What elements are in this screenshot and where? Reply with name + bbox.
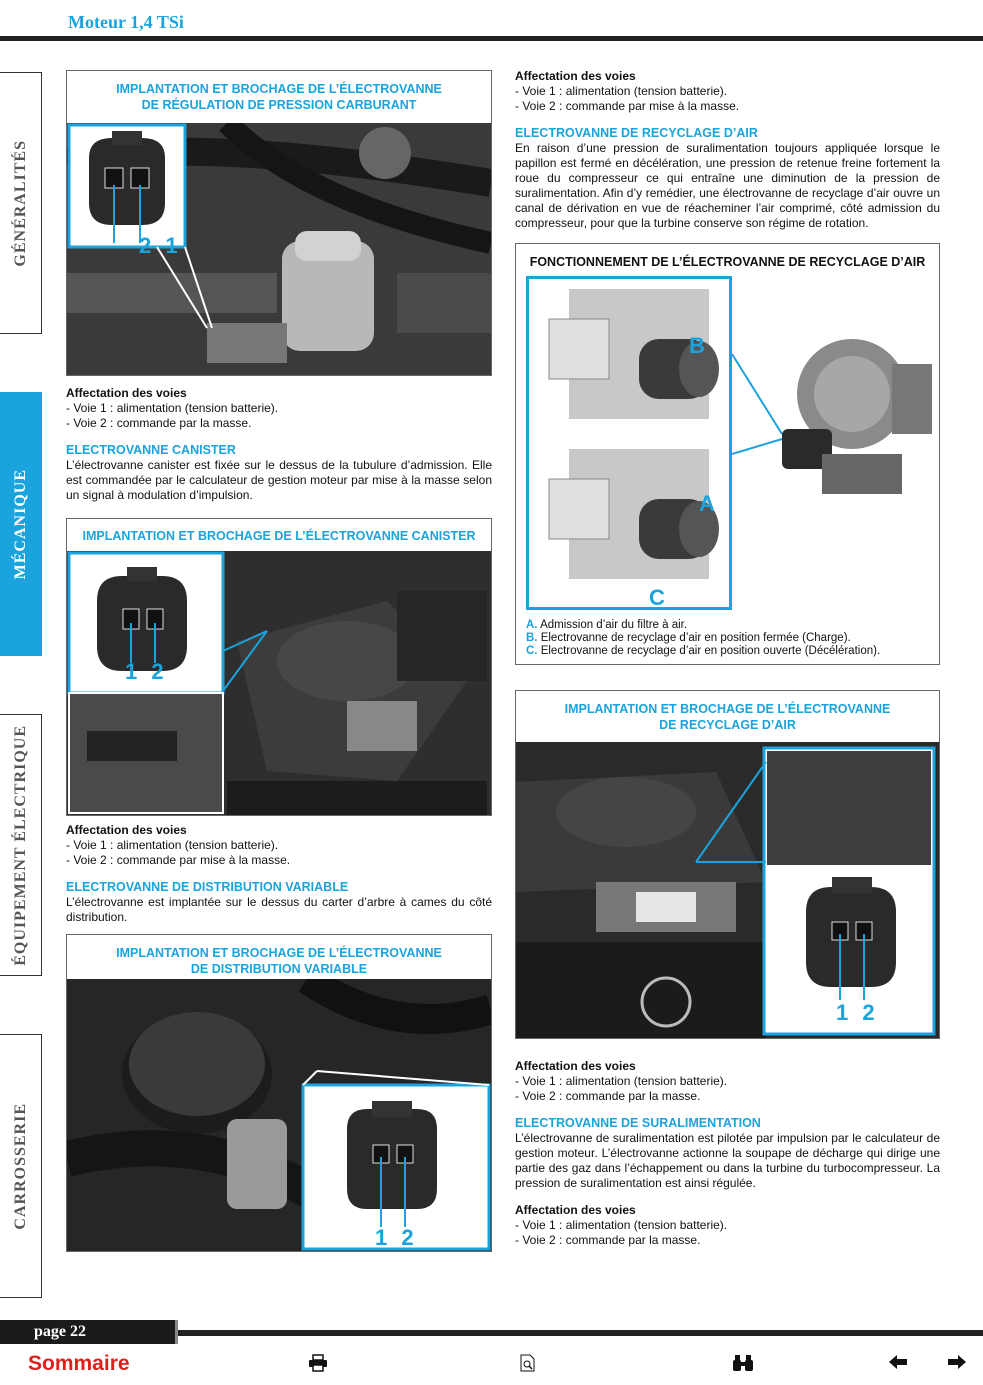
footer-rule <box>178 1330 983 1336</box>
tab-carrosserie[interactable] <box>0 1034 42 1298</box>
figure-title: FONCTIONNEMENT DE L’ÉLECTROVANNE DE RECYCLAGE D’AIR <box>529 255 926 269</box>
figure-fuel-pressure-valve <box>66 70 492 376</box>
header-rule <box>0 36 983 41</box>
zoom-page-icon[interactable] <box>520 1354 536 1377</box>
tab-label: MÉCANIQUE <box>11 468 29 580</box>
pin-labels: 2 1 <box>139 233 182 258</box>
page-number: page 22 <box>0 1320 178 1344</box>
recyclage-text: En raison d’une pression de suralimentation toujours appliquée lorsque le papillon est fermé en décélération, une pression de retenue freine fortement la roue du compresseur ce qui entraîne une diminution de la pression de suralimentation. Afin d’y remédier, une électrovanne de recyclage d’air ouvre un canal de dérivation en vue de réacheminer l’air comprimé, côté admission du compresseur, pour que la turbine conserve son régime de rotation. <box>515 141 940 230</box>
engine-photo <box>516 742 939 1038</box>
figure-title: IMPLANTATION ET BROCHAGE DE L’ÉLECTROVANNE <box>116 82 442 96</box>
section-heading-distribution: ELECTROVANNE DE DISTRIBUTION VARIABLE <box>66 880 349 894</box>
section-heading: Affectation des voies <box>515 1203 636 1217</box>
voie-1: - Voie 1 : alimentation (tension batterie). <box>66 838 279 852</box>
canister-text: L’électrovanne canister est fixée sur le dessus de la tubulure d’admission. Elle est commandée par le calculateur de gestion moteur par mise à la masse selon un signal à modulation d’impulsion. <box>66 458 492 502</box>
section-heading-suralimentation: ELECTROVANNE DE SURALIMENTATION <box>515 1116 761 1130</box>
mark-b: B <box>689 333 705 358</box>
legend-item-b: B. Electrovanne de recyclage d’air en position fermée (Charge). <box>526 632 851 644</box>
section-affectation-3 <box>515 69 940 231</box>
engine-photo <box>67 551 491 815</box>
tab-label: GÉNÉRALITÉS <box>11 139 29 267</box>
distribution-text: L’électrovanne est implantée sur le dessus du carter d’arbre à cames du côté distribution. <box>66 895 492 924</box>
arrow-left-icon[interactable] <box>888 1354 908 1375</box>
voie-1: - Voie 1 : alimentation (tension batterie). <box>515 1218 728 1232</box>
arrow-right-icon[interactable] <box>947 1354 967 1375</box>
pin-labels: 1 2 <box>375 1225 418 1250</box>
voie-1: - Voie 1 : alimentation (tension batterie). <box>66 401 279 415</box>
figure-title: DE RÉGULATION DE PRESSION CARBURANT <box>141 98 417 112</box>
pin-labels: 1 2 <box>836 1000 879 1025</box>
tab-mecanique[interactable] <box>0 392 42 656</box>
figure-title: IMPLANTATION ET BROCHAGE DE L’ÉLECTROVANNE CANISTER <box>82 529 476 543</box>
suralimentation-text: L’électrovanne de suralimentation est pilotée par impulsion par le calculateur de gestion moteur. L’électrovanne actionne la soupape de décharge qui dirige une partie des gaz dans l’échappement ou dans la turbine du turbocompresseur. La pression de suralimentation est ainsi régulée. <box>515 1131 940 1190</box>
binoculars-icon[interactable] <box>731 1354 755 1377</box>
engine-photo <box>67 123 491 375</box>
engine-photo <box>67 979 491 1251</box>
voie-1: - Voie 1 : alimentation (tension batterie). <box>515 84 728 98</box>
figure-variable-distribution-valve <box>66 934 492 1252</box>
printer-icon[interactable] <box>308 1354 328 1377</box>
figure-air-recirculation-valve <box>515 690 940 1039</box>
tab-equipement-electrique[interactable] <box>0 714 42 976</box>
section-affectation-1 <box>66 386 492 503</box>
section-affectation-2 <box>66 823 492 925</box>
voie-2: - Voie 2 : commande par la masse. <box>515 1233 701 1247</box>
tab-label: CARROSSERIE <box>11 1102 29 1230</box>
section-heading: Affectation des voies <box>66 823 187 837</box>
section-affectation-4 <box>515 1059 940 1248</box>
section-heading-canister: ELECTROVANNE CANISTER <box>66 443 236 457</box>
sommaire-link[interactable]: Sommaire <box>28 1352 130 1375</box>
voie-2: - Voie 2 : commande par mise à la masse. <box>66 853 291 867</box>
section-heading: Affectation des voies <box>515 69 636 83</box>
section-heading: Affectation des voies <box>515 1059 636 1073</box>
voie-1: - Voie 1 : alimentation (tension batterie). <box>515 1074 728 1088</box>
section-heading: Affectation des voies <box>66 386 187 400</box>
voie-2: - Voie 2 : commande par la masse. <box>515 1089 701 1103</box>
page-header-title: Moteur 1,4 TSi <box>68 12 184 32</box>
figure-air-recirculation-function <box>515 243 940 665</box>
mark-c: C <box>649 585 665 610</box>
figure-title: IMPLANTATION ET BROCHAGE DE L’ÉLECTROVANNE <box>564 702 891 716</box>
tab-generalites[interactable] <box>0 72 42 334</box>
figure-canister-valve <box>66 518 492 816</box>
figure-title: DE DISTRIBUTION VARIABLE <box>190 962 368 976</box>
tab-label: ÉQUIPEMENT ÉLECTRIQUE <box>11 724 29 966</box>
legend-item-a: A. Admission d’air du filtre à air. <box>526 619 688 631</box>
voie-2: - Voie 2 : commande par mise à la masse. <box>515 99 740 113</box>
figure-title: IMPLANTATION ET BROCHAGE DE L’ÉLECTROVANNE <box>116 946 442 960</box>
legend <box>526 619 880 658</box>
figure-title: DE RECYCLAGE D’AIR <box>659 718 796 732</box>
legend-item-c: C. Electrovanne de recyclage d’air en position ouverte (Décélération). <box>526 645 881 657</box>
section-heading-recyclage: ELECTROVANNE DE RECYCLAGE D’AIR <box>515 126 758 140</box>
mark-a: A <box>699 491 715 516</box>
valve-cutaway-image <box>526 276 732 610</box>
voie-2: - Voie 2 : commande par la masse. <box>66 416 252 430</box>
pin-labels: 1 2 <box>125 659 168 684</box>
